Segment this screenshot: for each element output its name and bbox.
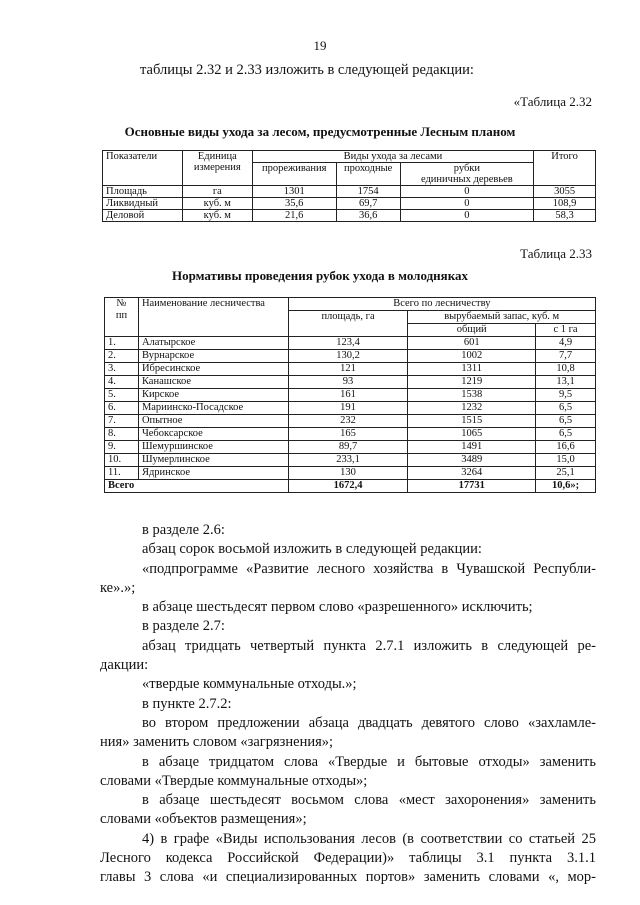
- table-row: 11. Ядринское 130 3264 25,1: [105, 467, 596, 480]
- paragraph-line: абзац сорок восьмой изложить в следующей редакции:: [142, 541, 482, 558]
- table-row: 8. Чебоксарское 165 1065 6,5: [105, 428, 596, 441]
- table-row: 6. Мариинско-Посадское 191 1232 6,5: [105, 402, 596, 415]
- header-total: Итого: [534, 151, 596, 186]
- header-area: площадь, га: [288, 311, 408, 337]
- header-single-trees: рубки единичных деревьев: [400, 163, 534, 186]
- table1-caption: «Таблица 2.32: [513, 94, 592, 109]
- paragraph-line: абзац тридцать четвертый пункта 2.7.1 изложить в следующей ре-: [142, 637, 596, 654]
- table-row: 7. Опытное 232 1515 6,5: [105, 415, 596, 428]
- table-row: 4. Канашское 93 1219 13,1: [105, 376, 596, 389]
- header-stock: вырубаемый запас, куб. м: [408, 311, 596, 324]
- paragraph-line: ния» заменить словом «загрязнения»;: [100, 734, 334, 751]
- paragraph-line: 4) в графе «Виды использования лесов (в соответствии со статьей 25: [142, 830, 596, 847]
- paragraph-line: главы 3 слова «и специализированных портов» заменить словами «, мор-: [100, 869, 596, 886]
- header-general: общий: [408, 324, 536, 337]
- table-row: 2. Вурнарское 130,2 1002 7,7: [105, 350, 596, 363]
- table-row: 3. Ибресинское 121 1311 10,8: [105, 363, 596, 376]
- paragraph-line: в пункте 2.7.2:: [142, 695, 232, 712]
- paragraph-line: в абзаце шестьдесят восьмом слова «мест захоронения» заменить: [142, 792, 596, 809]
- intro-line: таблицы 2.32 и 2.33 изложить в следующей редакции:: [140, 62, 474, 78]
- header-per-ha: с 1 га: [536, 324, 596, 337]
- table-row: 10. Шумерлинское 233,1 3489 15,0: [105, 454, 596, 467]
- forest-care-table: [102, 150, 596, 222]
- table-total-row: Всего 1672,4 17731 10,6»;: [105, 480, 596, 493]
- paragraph-line: «твердые коммунальные отходы.»;: [142, 676, 357, 693]
- header-name: Наименование лесничества: [138, 298, 288, 337]
- header-types: Виды ухода за лесами: [252, 151, 533, 163]
- paragraph-line: в разделе 2.6:: [142, 522, 225, 538]
- body-text: [100, 521, 596, 888]
- header-unit: Единица измерения: [182, 151, 252, 186]
- young-stands-table: [104, 297, 596, 493]
- paragraph-line: в абзаце тридцатом слова «Твердые и бытовые отходы» заменить: [142, 753, 596, 770]
- table-row: 9. Шемуршинское 89,7 1491 16,6: [105, 441, 596, 454]
- paragraph-line: Лесного кодекса Российской Федерации)» таблицы 3.1 пункта 3.1.1: [100, 850, 596, 867]
- header-indicators: Показатели: [103, 151, 183, 186]
- header-num: № пп: [105, 298, 139, 337]
- table1-title: Основные виды ухода за лесом, предусмотренные Лесным планом: [124, 124, 516, 139]
- paragraph-line: «подпрограмме «Развитие лесного хозяйства в Чувашской Республи-: [142, 560, 596, 577]
- table-row: Ликвидный куб. м 35,6 69,7 0 108,9: [103, 198, 596, 210]
- paragraph-line: ке».»;: [100, 579, 136, 596]
- header-total-forest: Всего по лесничеству: [288, 298, 595, 311]
- paragraph-line: словами «Твердые коммунальные отходы»;: [100, 772, 368, 789]
- paragraph-line: словами «объектов размещения»;: [100, 811, 307, 828]
- table-row: 5. Кирское 161 1538 9,5: [105, 389, 596, 402]
- table2-title: Нормативы проведения рубок ухода в молодняках: [171, 268, 468, 283]
- paragraph-line: во втором предложении абзаца двадцать девятого слово «захламле-: [142, 714, 596, 731]
- page-number: 19: [313, 38, 327, 53]
- paragraph-line: в разделе 2.7:: [142, 618, 225, 635]
- table-row: 1. Алатырское 123,4 601 4,9: [105, 337, 596, 350]
- table-row: Площадь га 1301 1754 0 3055: [103, 186, 596, 198]
- paragraph-line: в абзаце шестьдесят первом слово «разрешенного» исключить;: [142, 599, 533, 616]
- table2-caption: Таблица 2.33: [520, 246, 592, 261]
- paragraph-line: дакции:: [100, 657, 149, 674]
- table-row: Деловой куб. м 21,6 36,6 0 58,3: [103, 210, 596, 222]
- header-thinning: прореживания: [252, 163, 336, 186]
- header-passing: проходные: [336, 163, 400, 186]
